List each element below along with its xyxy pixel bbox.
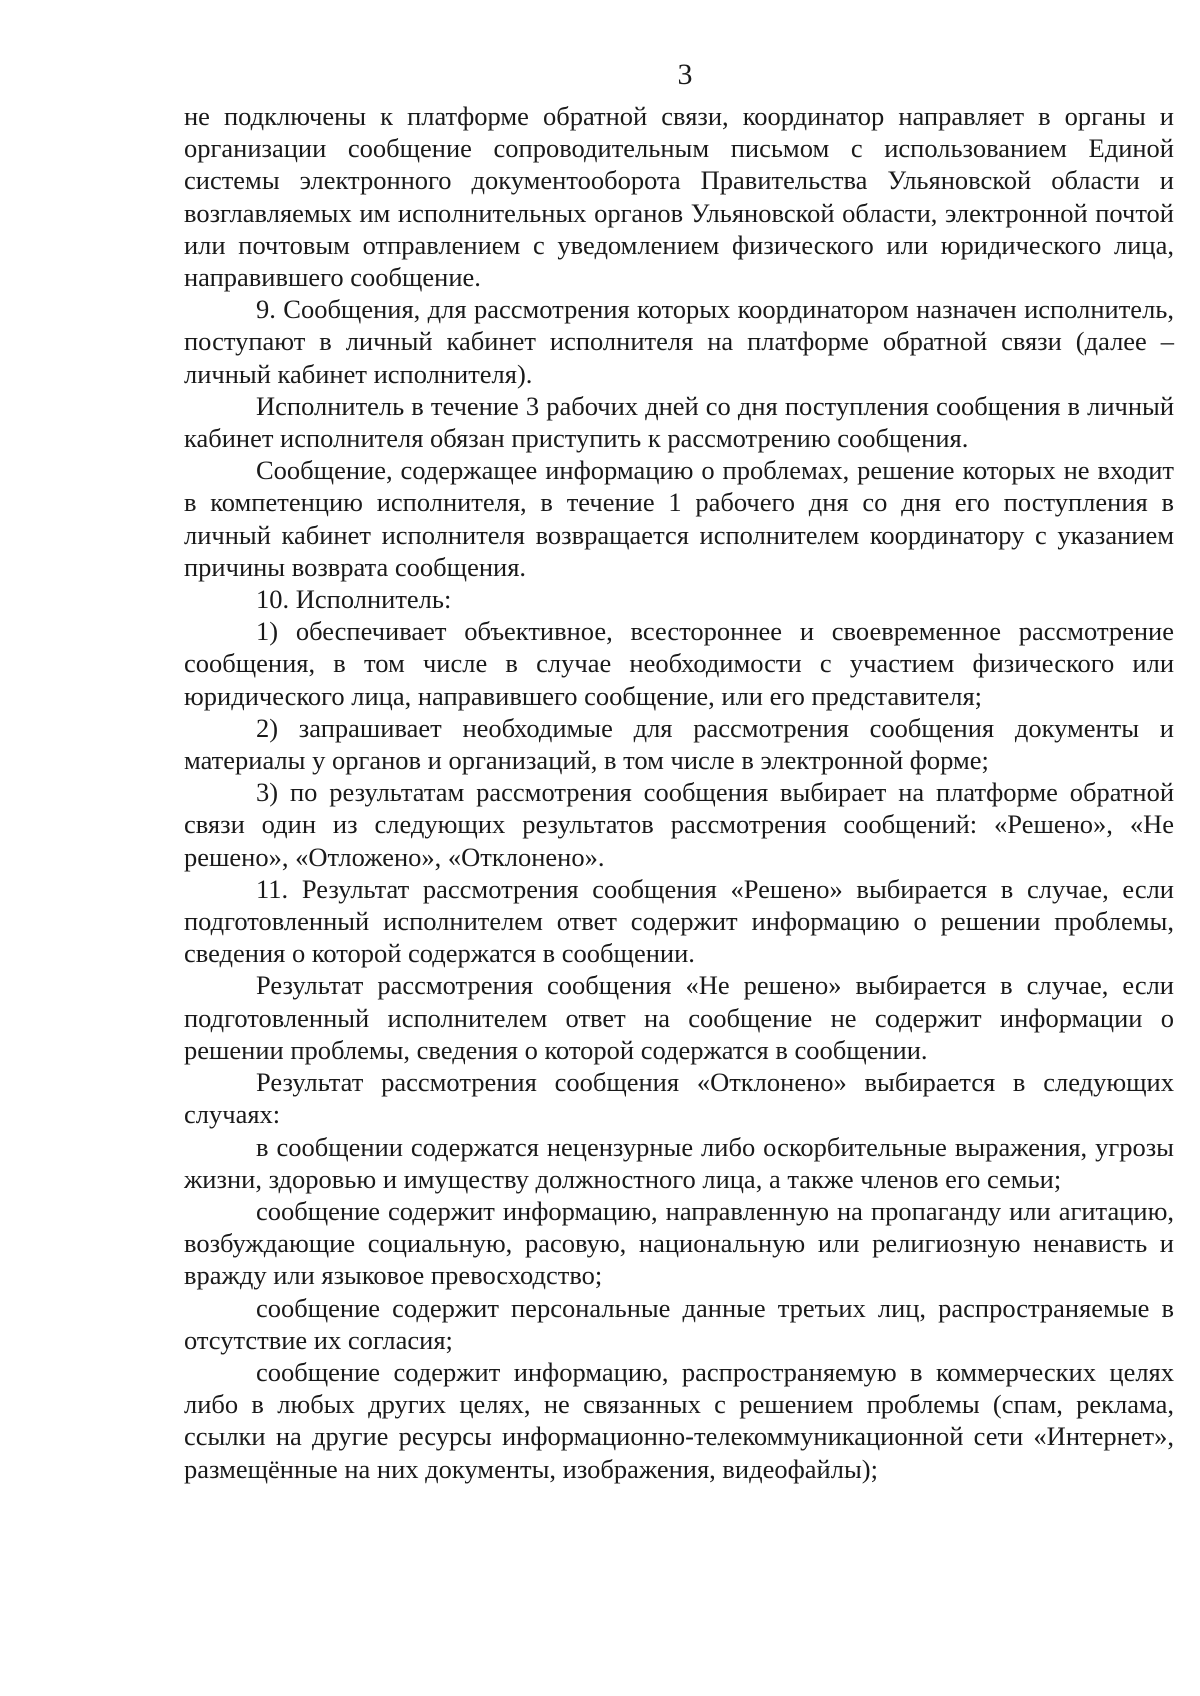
paragraph: Исполнитель в течение 3 рабочих дней со дня поступления сообщения в личный кабинет исполнителя обязан приступить к рассмотрению сообщения. [184,390,1174,454]
subitem-2: 2) запрашивает необходимые для рассмотрения сообщения документы и материалы у органов и организаций, в том числе в электронной форме; [184,712,1174,776]
paragraph-item-9: 9. Сообщения, для рассмотрения которых координатором назначен исполнитель, поступают в личный кабинет исполнителя на платформе обратной связи (далее – личный кабинет исполнителя). [184,294,1174,389]
paragraph: Сообщение, содержащее информацию о проблемах, решение которых не входит в компетенцию исполнителя, в течение 1 рабочего дня со дня его поступления в личный кабинет исполнителя возвращается исполнителем координатору с указанием причины возврата сообщения. [184,455,1174,582]
list-case: сообщение содержит информацию, распространяемую в коммерческих целях либо в любых других целях, не связанных с решением проблемы (спам, реклама, ссылки на другие ресурсы информационно-телекоммуникационной сети «Интернет», размещённые на них документы, изображения, видеофайлы); [184,1356,1174,1484]
paragraph: Результат рассмотрения сообщения «Отклонено» выбирается в следующих случаях: [184,1067,1174,1130]
paragraph-item-11: 11. Результат рассмотрения сообщения «Решено» выбирается в случае, если подготовленный исполнителем ответ содержит информацию о решении проблемы, сведения о которой содержатся в сообщении. [184,873,1174,969]
subitem-1: 1) обеспечивает объективное, всестороннее и своевременное рассмотрение сообщения, в том числе в случае необходимости с участием физического или юридического лица, направившего сообщение, или его представителя; [184,616,1174,711]
list-case: сообщение содержит информацию, направленную на пропаганду или агитацию, возбуждающие социальную, расовую, национальную или религиозную ненависть и вражду или языковое превосходство; [184,1195,1174,1291]
paragraph-item-10: 10. Исполнитель: [256,584,452,615]
subitem-3: 3) по результатам рассмотрения сообщения выбирает на платформе обратной связи один из следующих результатов рассмотрения сообщений: «Решено», «Не решено», «Отложено», «Отклонено». [184,777,1174,872]
paragraph-continuation: не подключены к платформе обратной связи, координатор направляет в органы и организации сообщение сопроводительным письмом с использованием Единой системы электронного документооборота Правительства Ульяновской области и возглавляемых им исполнительных органов Ульяновской области, электронной почтой или почтовым отправлением с уведомлением физического или юридического лица, направившего сообщение. [184,101,1174,293]
document-body [184,100,1174,1485]
page-number: 3 [677,58,693,91]
list-case: в сообщении содержатся нецензурные либо оскорбительные выражения, угрозы жизни, здоровью и имуществу должностного лица, а также членов его семьи; [184,1131,1174,1194]
paragraph: Результат рассмотрения сообщения «Не решено» выбирается в случае, если подготовленный исполнителем ответ на сообщение не содержит информации о решении проблемы, сведения о которой содержатся в сообщении. [184,970,1174,1065]
list-case: сообщение содержит персональные данные третьих лиц, распространяемые в отсутствие их согласия; [184,1292,1174,1355]
